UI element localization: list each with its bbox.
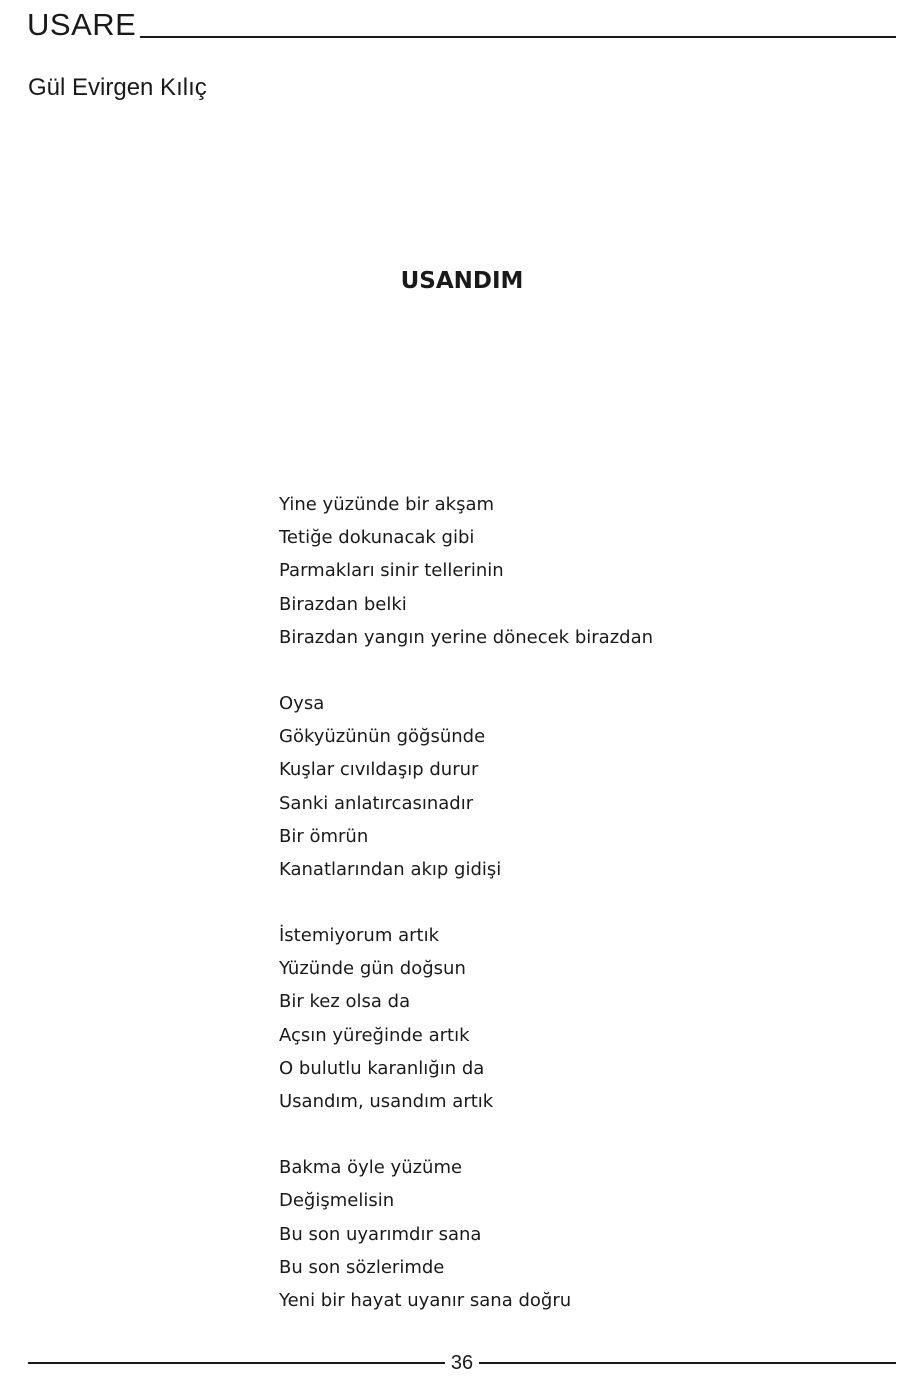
journal-title: USARE (27, 7, 137, 42)
poem-line: Kuşlar cıvıldaşıp durur (279, 759, 479, 781)
poem-line: O bulutlu karanlığın da (279, 1057, 485, 1079)
footer-rule-right (479, 1362, 896, 1364)
poem-line: Yeni bir hayat uyanır sana doğru (279, 1289, 572, 1311)
stanza (279, 687, 653, 886)
poem-line: Gökyüzünün göğsünde (279, 726, 486, 748)
page-header (27, 6, 896, 42)
poem-line: Bakma öyle yüzüme (279, 1157, 463, 1179)
header-rule (140, 36, 896, 38)
poem-line: Birazdan belki (279, 593, 407, 615)
poem-line: Bu son sözlerimde (279, 1256, 445, 1278)
poem-line: Oysa (279, 692, 325, 714)
poem-line: Yine yüzünde bir akşam (279, 494, 495, 515)
poem-line: Tetiğe dokunacak gibi (279, 527, 475, 549)
poem-line: Yüzünde gün doğsun (279, 958, 466, 980)
footer-rule-left (28, 1362, 445, 1364)
stanza (279, 1151, 653, 1317)
poem-line: Parmakları sinir tellerinin (279, 560, 504, 582)
author-name: Gül Evirgen Kılıç (28, 74, 207, 101)
poem-line: Kanatlarından akıp gidişi (279, 858, 502, 880)
poem-line: Sanki anlatırcasınadır (279, 792, 474, 814)
poem-line: Bu son uyarımdır sana (279, 1223, 482, 1245)
page-footer (28, 1350, 896, 1376)
poem-body (279, 488, 653, 1350)
poem-line: Bir kez olsa da (279, 991, 411, 1013)
poem-line: Bir ömrün (279, 825, 369, 847)
poem-line: İstemiyorum artık (279, 925, 439, 947)
page-number: 36 (450, 1351, 474, 1374)
stanza (279, 488, 653, 654)
poem-title: USANDIM (400, 268, 524, 294)
poem-line: Açsın yüreğinde artık (279, 1024, 470, 1046)
stanza (279, 919, 653, 1118)
poem-line: Birazdan yangın yerine dönecek birazdan (279, 626, 654, 648)
poem-line: Değişmelisin (279, 1190, 395, 1212)
poem-line: Usandım, usandım artık (279, 1091, 494, 1112)
